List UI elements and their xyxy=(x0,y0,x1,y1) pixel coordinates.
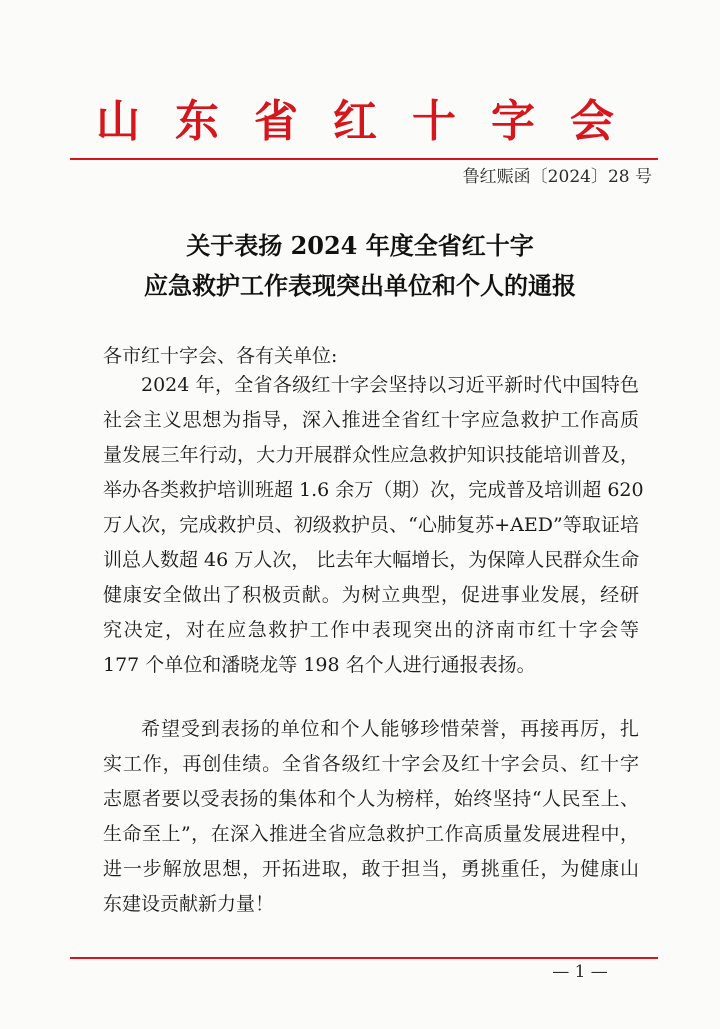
paragraph-line: 万人次，完成救护员、初级救护员、“心肺复苏+AED”等取证培 xyxy=(103,514,639,536)
salutation: 各市红十字会、各有关单位: xyxy=(103,345,338,367)
title-line-2: 应急救护工作表现突出单位和个人的通报 xyxy=(144,271,576,300)
header-char: 东 xyxy=(175,96,219,147)
paragraph-line: 究决定，对在应急救护工作中表现突出的济南市红十字会等 xyxy=(103,619,639,641)
organization-header xyxy=(0,92,720,162)
header-char: 十 xyxy=(412,96,456,147)
paragraph-line: 量发展三年行动，大力开展群众性应急救护知识技能培训普及， xyxy=(103,444,639,466)
header-char: 会 xyxy=(570,96,614,147)
paragraph-line: 实工作，再创佳绩。全省各级红十字会及红十字会员、红十字 xyxy=(103,753,639,775)
header-char: 省 xyxy=(254,96,298,147)
header-char: 红 xyxy=(333,96,377,147)
paragraph-line: 东建设贡献新力量！ xyxy=(103,893,275,915)
title-line-1: 关于表扬 2024 年度全省红十字 xyxy=(186,231,534,260)
paragraph-line: 志愿者要以受表扬的集体和个人为榜样，始终坚持“人民至上、 xyxy=(103,788,639,810)
paragraph-2 xyxy=(103,712,639,922)
paragraph-line: 社会主义思想为指导，深入推进全省红十字应急救护工作高质 xyxy=(103,409,639,431)
document-title xyxy=(0,226,720,306)
paragraph-line: 健康安全做出了积极贡献。为树立典型，促进事业发展，经研 xyxy=(103,584,639,606)
header-divider xyxy=(70,158,658,160)
footer-divider xyxy=(70,957,658,959)
header-char: 山 xyxy=(96,96,140,147)
header-char: 字 xyxy=(491,96,535,147)
paragraph-line: 生命至上”，在深入推进全省应急救护工作高质量发展进程中， xyxy=(103,823,639,845)
paragraph-line: 希望受到表扬的单位和个人能够珍惜荣誉，再接再厉，扎 xyxy=(141,718,639,740)
paragraph-line: 177 个单位和潘晓龙等 198 名个人进行通报表扬。 xyxy=(103,654,536,676)
paragraph-line: 训总人数超 46 万人次， 比去年大幅增长，为保障人民群众生命 xyxy=(103,549,640,571)
paragraph-line: 举办各类救护培训班超 1.6 余万（期）次，完成普及培训超 620 xyxy=(103,479,644,501)
paragraph-line: 2024 年，全省各级红十字会坚持以习近平新时代中国特色 xyxy=(141,374,639,396)
page-number: — 1 — xyxy=(552,962,608,982)
paragraph-1 xyxy=(103,368,644,683)
paragraph-line: 进一步解放思想，开拓进取，敢于担当，勇挑重任，为健康山 xyxy=(103,858,639,880)
document-number: 鲁红赈函〔2024〕28 号 xyxy=(462,167,652,187)
